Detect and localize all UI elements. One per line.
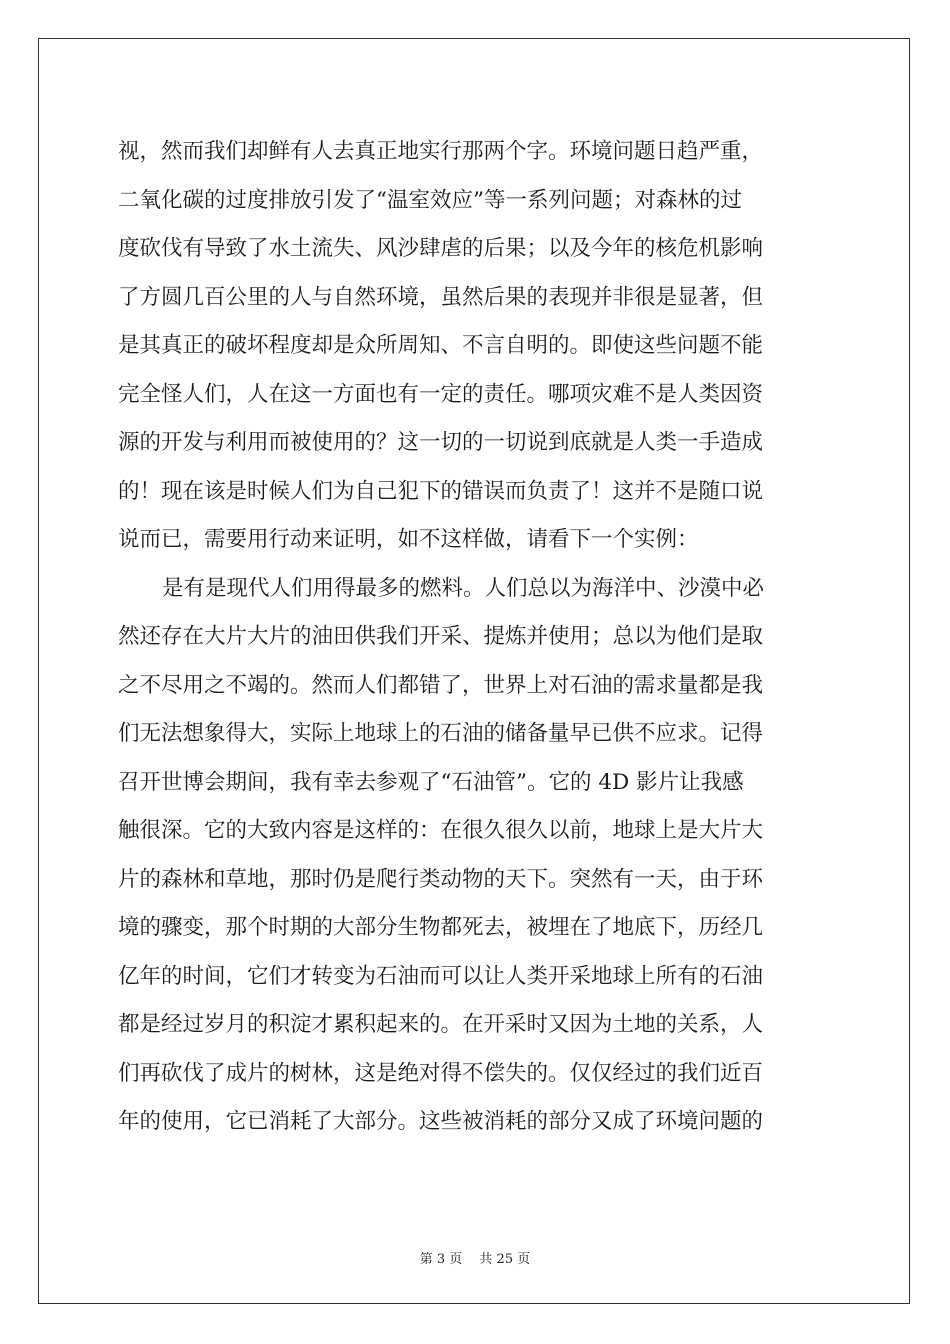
text-line: 度砍伐有导致了水土流失、风沙肆虐的后果；以及今年的核危机影响 <box>118 236 764 261</box>
text-line: 说而已，需要用行动来证明，如不这样做，请看下一个实例： <box>118 527 699 552</box>
text-line: 然还存在大片大片的油田供我们开采、提炼并使用；总以为他们是取 <box>118 624 764 649</box>
page-number: 第 3 页 共 25 页 <box>419 1252 531 1267</box>
text-line: 了方圆几百公里的人与自然环境，虽然后果的表现并非很是显著，但 <box>118 284 764 310</box>
text-line: 触很深。它的大致内容是这样的：在很久很久以前，地球上是大片大 <box>118 818 764 843</box>
document-body <box>118 128 834 1147</box>
text-line: 的！现在该是时候人们为自己犯下的错误而负责了！这并不是随口说 <box>118 478 764 504</box>
paragraph-first-line: 是有是现代人们用得最多的燃料。人们总以为海洋中、沙漠中必 <box>162 575 765 601</box>
text-line: 视，然而我们却鲜有人去真正地实行那两个字。环境问题日趋严重， <box>118 139 764 164</box>
text-line: 完全怪人们，人在这一方面也有一定的责任。哪项灾难不是人类因资 <box>118 381 764 407</box>
text-line: 是其真正的破坏程度却是众所周知、不言自明的。即使这些问题不能 <box>118 333 764 358</box>
text-line: 境的骤变，那个时期的大部分生物都死去，被埋在了地底下，历经几 <box>118 915 764 940</box>
text-line: 们无法想象得大，实际上地球上的石油的储备量早已供不应求。记得 <box>118 721 764 746</box>
text-line: 亿年的时间，它们才转变为石油而可以让人类开采地球上所有的石油 <box>118 963 764 989</box>
text-line: 源的开发与利用而被使用的？这一切的一切说到底就是人类一手造成 <box>118 430 764 455</box>
text-line: 们再砍伐了成片的树林，这是绝对得不偿失的。仅仅经过的我们近百 <box>118 1060 764 1086</box>
text-line: 之不尽用之不竭的。然而人们都错了，世界上对石油的需求量都是我 <box>118 672 764 698</box>
text-line: 召开世博会期间，我有幸去参观了“石油管”。它的 4D 影片让我感 <box>118 769 744 795</box>
text-line: 都是经过岁月的积淀才累积起来的。在开采时又因为土地的关系，人 <box>118 1012 764 1037</box>
page-footer <box>0 1248 950 1267</box>
text-line: 二氧化碳的过度排放引发了“温室效应”等一系列问题；对森林的过 <box>118 187 742 213</box>
text-line: 年的使用，它已消耗了大部分。这些被消耗的部分又成了环境问题的 <box>118 1109 764 1134</box>
text-line: 片的森林和草地，那时仍是爬行类动物的天下。突然有一天，由于环 <box>118 866 764 892</box>
